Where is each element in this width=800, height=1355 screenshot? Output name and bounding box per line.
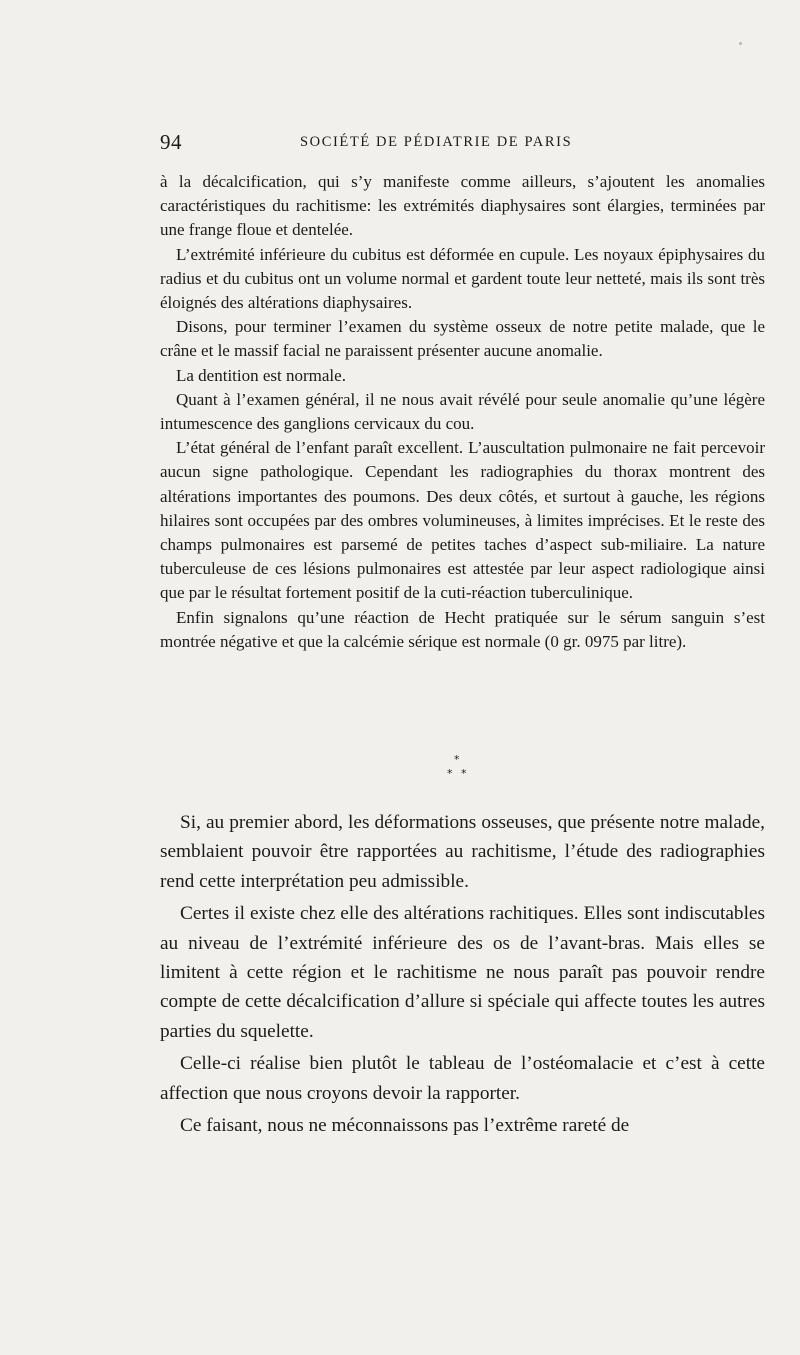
asterisk-top: * <box>454 753 460 766</box>
page-number: 94 <box>160 130 182 154</box>
running-head: SOCIÉTÉ DE PÉDIATRIE DE PARIS <box>300 134 573 150</box>
paragraph-lungs: L’état général de l’enfant paraît excellent. L’auscultation pulmonaire ne fait percevoir aucun signe pathologique. Cependant les radiographies du thorax montrent des altérations importantes des poumons. Des deux côtés, et surtout à gauche, les régions hilaires sont occupées par des ombres volumineuses, à limites imprécises. Et le reste des champs pulmonaires est parsemé de petites taches d’aspect sub-miliaire. La nature tuberculeuse de ces lésions pulmonaires est attestée par leur aspect radiologique ainsi que par le résultat fortement positif de la cuti-réaction tuberculinique. <box>160 438 765 603</box>
case-report-section <box>160 170 765 654</box>
paragraph-cubitus: L’extrémité inférieure du cubitus est déformée en cupule. Les noyaux épiphysaires du radius et du cubitus ont un volume normal et gardent toute leur netteté, mais ils sont très éloignés des altérations diaphysaires. <box>160 244 765 313</box>
paper-speck <box>739 42 742 45</box>
paragraph-first-approach: Si, au premier abord, les déformations osseuses, que présente notre malade, semblaient pouvoir être rapportées au rachitisme, l’étude des radiographies rend cette interprétation peu admissible. <box>160 812 765 892</box>
paragraph-rarity: Ce faisant, nous ne méconnaissons pas l’extrême rareté de <box>180 1115 630 1137</box>
paragraph-rachitic-alterations: Certes il existe chez elle des altérations rachitiques. Elles sont indiscutables au niveau de l’extrémité inférieure des os de l’avant-bras. Mais elles se limitent à cette région et le rachitisme ne nous paraît pas pouvoir rendre compte de cette décalcification d’allure si spéciale qui affecte toutes les autres parties du squelette. <box>160 903 765 1042</box>
discussion-section <box>160 808 765 1143</box>
paragraph-hecht: Enfin signalons qu’une réaction de Hecht pratiquée sur le sérum sanguin s’est montrée négative et que la calcémie sérique est normale (0 gr. 0975 par litre). <box>160 607 765 651</box>
paragraph-general-exam: Quant à l’examen général, il ne nous avait révélé pour seule anomalie qu’une légère intumescence des ganglions cervicaux du cou. <box>160 389 765 434</box>
paragraph-osteomalacia: Celle-ci réalise bien plutôt le tableau de l’ostéomalacie et c’est à cette affection que nous croyons devoir la rapporter. <box>160 1053 765 1104</box>
paragraph-skull: Disons, pour terminer l’examen du système osseux de notre petite malade, que le crâne et le massif facial ne paraissent présenter aucune anomalie. <box>160 317 765 361</box>
asterisk-left: * <box>447 767 453 780</box>
section-separator <box>445 754 475 784</box>
asterisk-right: * <box>461 767 467 780</box>
paragraph-decalcification: à la décalcification, qui s’y manifeste comme ailleurs, s’ajoutent les anomalies caractéristiques du rachitisme: les extrémités diaphysaires sont élargies, terminées par une frange floue et dentelée. <box>160 172 765 240</box>
paragraph-dentition: La dentition est normale. <box>176 365 346 385</box>
page-header <box>160 130 765 158</box>
